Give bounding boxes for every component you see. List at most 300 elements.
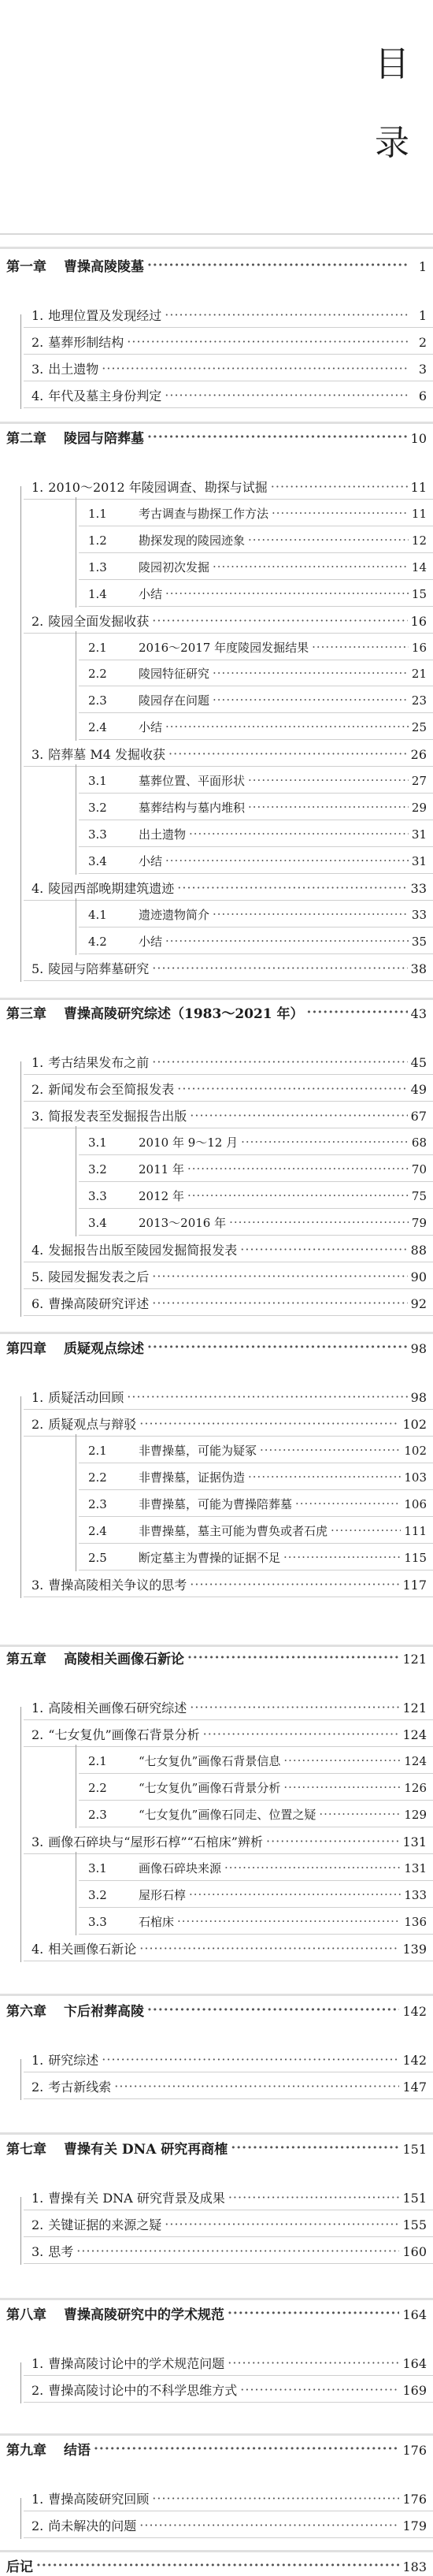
dot-leader [165, 2217, 399, 2229]
toc-subsection-entry[interactable] [0, 1549, 433, 1566]
toc-entry-number: 2. [31, 614, 44, 629]
toc-entry-number: 1.4 [88, 587, 107, 601]
toc-entry-page: 155 [402, 2217, 427, 2232]
toc-section-entry[interactable] [0, 1698, 433, 1716]
toc-subsection-entry[interactable] [0, 933, 433, 950]
toc-entry-label [31, 2381, 237, 2399]
toc-entry-number: 2.3 [88, 1808, 107, 1822]
toc-entry-page: 160 [402, 2244, 427, 2259]
toc-entry-title: 相关画像石新论 [48, 1942, 137, 1957]
toc-chapter-entry[interactable] [0, 427, 433, 447]
toc-entry-label [88, 1753, 280, 1769]
toc-entry-page: 183 [402, 2559, 427, 2574]
toc-entry-page: 164 [402, 2307, 427, 2322]
toc-entry-page: 49 [410, 1082, 427, 1097]
toc-section-entry[interactable] [0, 2381, 433, 2399]
toc-entry-page: 70 [411, 1162, 427, 1176]
toc-subsection-entry[interactable] [0, 665, 433, 682]
dot-leader [152, 1269, 407, 1281]
dot-leader [266, 1834, 399, 1846]
toc-entry-title: 曹操高陵讨论中的不科学思维方式 [48, 2383, 238, 2398]
row-rule [24, 2375, 433, 2376]
toc-entry-label [88, 1806, 316, 1823]
toc-entry-title: 曹操高陵研究中的学术规范 [64, 2307, 224, 2323]
toc-entry-label [31, 1294, 149, 1312]
toc-section-entry[interactable] [0, 2050, 433, 2069]
toc-subsection-entry[interactable] [0, 799, 433, 816]
toc-section-entry[interactable] [0, 1294, 433, 1312]
toc-entry-number: 2. [31, 1082, 44, 1097]
toc-entry-title: 2010 年 9～12 月 [139, 1136, 239, 1150]
toc-entry-title: 陵园特征研究 [139, 667, 210, 681]
dot-leader [228, 2190, 400, 2202]
toc-entry-page: 103 [404, 1470, 427, 1485]
dot-leader [213, 559, 409, 571]
toc-section-entry[interactable] [0, 2354, 433, 2372]
toc-entry-page: 2 [418, 335, 427, 350]
toc-entry-label [31, 2077, 111, 2095]
toc-entry-title: 结语 [64, 2443, 91, 2459]
row-rule [24, 2537, 433, 2538]
dot-leader [213, 666, 409, 678]
toc-entry-label [88, 1913, 174, 1930]
toc-entry-page: 12 [411, 533, 427, 548]
toc-subsection-entry[interactable] [0, 505, 433, 522]
chapter-bracket [20, 2498, 21, 2539]
dot-leader [177, 1081, 407, 1094]
toc-section-entry[interactable] [0, 306, 433, 324]
toc-entry-number: 1. [31, 1055, 44, 1070]
toc-subsection-entry[interactable] [0, 719, 433, 735]
toc-chapter-entry[interactable] [0, 2303, 433, 2323]
toc-entry-number: 3. [31, 747, 44, 762]
toc-section-entry[interactable] [0, 478, 433, 496]
toc-entry-page: 92 [410, 1296, 427, 1311]
dot-leader [165, 586, 409, 598]
toc-entry-label [31, 359, 98, 377]
toc-entry-page: 106 [404, 1497, 427, 1511]
toc-entry-number: 2.2 [88, 1470, 107, 1485]
toc-entry-label [31, 2354, 224, 2372]
toc-entry-label [88, 1496, 292, 1512]
toc-entry-number: 1.1 [88, 507, 107, 521]
toc-subsection-entry[interactable] [0, 532, 433, 548]
toc-entry-number: 3. [31, 2244, 44, 2259]
chapter-separator [0, 1332, 433, 1334]
toc-subsection-entry[interactable] [0, 1214, 433, 1231]
toc-entry-title: 年代及墓主身份判定 [48, 388, 162, 403]
toc-entry-label [88, 639, 309, 656]
toc-entry-title: 2011 年 [139, 1162, 184, 1176]
toc-entry-number: 5. [31, 961, 44, 976]
toc-subsection-entry[interactable] [0, 1522, 433, 1539]
dot-leader [331, 1523, 401, 1535]
toc-section-entry[interactable] [0, 1053, 433, 1071]
toc-entry-number: 2.5 [88, 1551, 107, 1565]
toc-entry-title: 石棺床 [139, 1915, 175, 1929]
toc-chapter-entry[interactable] [0, 1002, 433, 1022]
toc-entry-label [31, 1414, 136, 1433]
row-rule [79, 1570, 433, 1571]
row-rule [24, 633, 433, 634]
chapter-bracket [20, 2197, 21, 2265]
toc-entry-title: 曹操高陵研究评述 [48, 1296, 150, 1311]
toc-subsection-entry[interactable] [0, 1134, 433, 1150]
toc-entry-page: 142 [402, 2004, 427, 2019]
toc-subsection-entry[interactable] [0, 585, 433, 602]
dot-leader [189, 1887, 401, 1899]
toc-entry-title: 关键证据的来源之疑 [48, 2217, 162, 2232]
toc-entry-page: 169 [402, 2383, 427, 2398]
dot-leader [152, 2491, 399, 2504]
row-rule [24, 1746, 433, 1747]
dot-leader [248, 1470, 401, 1481]
toc-entry-number: 3.2 [88, 1888, 107, 1902]
toc-subsection-entry[interactable] [0, 1806, 433, 1823]
dot-leader [139, 1941, 399, 1953]
toc-section-entry[interactable] [0, 611, 433, 630]
toc-subsection-entry[interactable] [0, 1188, 433, 1204]
toc-section-entry[interactable] [0, 879, 433, 897]
chapter-bracket [20, 1707, 21, 1962]
toc-chapter-entry[interactable] [0, 1648, 433, 1667]
toc-section-entry[interactable] [0, 1725, 433, 1743]
row-rule [24, 980, 433, 981]
toc-entry-label [88, 1522, 328, 1539]
toc-entry-number: 3.4 [88, 854, 107, 868]
toc-section-entry[interactable] [0, 386, 433, 404]
toc-entry-label [88, 853, 162, 869]
dot-leader [187, 1188, 409, 1200]
dot-leader [165, 307, 409, 320]
toc-entry-page: 33 [410, 881, 427, 896]
row-rule [79, 1489, 433, 1490]
toc-entry-label [6, 255, 144, 275]
toc-entry-title: 陵园与陪葬墓 [64, 431, 144, 447]
header-divider [0, 233, 433, 235]
toc-entry-title: 陪葬墓 M4 发掘收获 [48, 747, 166, 762]
toc-entry-page: 67 [410, 1109, 427, 1124]
toc-entry-title: 墓葬形制结构 [48, 335, 124, 350]
toc-entry-number: 2. [31, 2518, 44, 2533]
toc-entry-page: 88 [410, 1243, 427, 1258]
toc-entry-label [88, 1860, 221, 1876]
row-rule [79, 1154, 433, 1155]
toc-subsection-entry[interactable] [0, 1860, 433, 1876]
toc-section-entry[interactable] [0, 1575, 433, 1593]
row-rule [79, 712, 433, 713]
toc-entry-title: 质疑观点综述 [64, 1341, 144, 1357]
row-rule [24, 1436, 433, 1437]
toc-entry-page: 31 [411, 827, 427, 842]
toc-chapter-entry[interactable] [0, 1337, 433, 1357]
dot-leader [272, 506, 409, 518]
toc-section-entry[interactable] [0, 745, 433, 763]
toc-section-entry[interactable] [0, 2188, 433, 2206]
toc-subsection-entry[interactable] [0, 853, 433, 869]
dot-leader [139, 1416, 399, 1429]
toc-subsection-entry[interactable] [0, 1442, 433, 1459]
toc-subsection-entry[interactable] [0, 692, 433, 708]
toc-chapter-entry[interactable] [0, 2439, 433, 2459]
row-rule [24, 900, 433, 901]
toc-section-entry[interactable] [0, 2077, 433, 2095]
dot-leader [168, 746, 408, 759]
toc-subsection-entry[interactable] [0, 772, 433, 789]
toc-entry-title: 非曹操墓，证据伪造 [139, 1470, 246, 1485]
toc-section-entry[interactable] [0, 1080, 433, 1098]
toc-entry-title: 卞后祔葬高陵 [64, 2004, 144, 2020]
toc-entry-label [6, 2556, 33, 2575]
toc-entry-number: 3. [31, 1109, 44, 1124]
dot-leader [152, 613, 407, 626]
dot-leader [260, 1443, 401, 1455]
dot-leader [165, 388, 409, 400]
toc-entry-page: 111 [404, 1524, 427, 1538]
toc-entry-label [88, 1188, 184, 1204]
toc-entry-page: 133 [404, 1888, 427, 1902]
toc-section-entry[interactable] [0, 333, 433, 351]
toc-entry-number: 1. [31, 2053, 44, 2068]
toc-entry-label [6, 2303, 224, 2323]
toc-entry-title: 研究综述 [48, 2053, 99, 2068]
toc-entry-number: 2.1 [88, 1444, 107, 1458]
dot-leader [76, 2243, 399, 2256]
toc-entry-page: 29 [411, 801, 427, 815]
toc-entry-number: 4. [31, 1942, 44, 1957]
toc-entry-label [6, 1337, 144, 1357]
toc-entry-label [6, 2000, 144, 2020]
dot-leader [189, 827, 409, 838]
toc-entry-page: 115 [404, 1551, 427, 1565]
dot-leader [177, 1914, 401, 1926]
dot-leader [231, 2140, 399, 2154]
toc-entry-title: 陵园全面发掘收获 [48, 614, 150, 629]
toc-entry-number: 1. [31, 2356, 44, 2371]
toc-section-entry[interactable] [0, 1267, 433, 1285]
toc-entry-title: “七女复仇”画像石背景信息 [139, 1754, 281, 1768]
dot-leader [283, 1753, 401, 1765]
toc-entry-number: 2. [31, 2217, 44, 2232]
toc-entry-title: 2016～2017 年度陵园发掘结果 [139, 641, 309, 655]
toc-section-entry[interactable] [0, 1106, 433, 1124]
toc-entry-label [88, 585, 162, 602]
toc-entry-label [88, 906, 209, 923]
toc-entry-page: 121 [402, 1652, 427, 1667]
toc-entry-title: 出土遗物 [139, 827, 187, 842]
dot-leader [312, 640, 409, 652]
toc-title-char-2: 录 [375, 123, 409, 163]
toc-entry-number: 1. [31, 480, 44, 495]
chapter-separator [0, 247, 433, 249]
toc-subsection-entry[interactable] [0, 906, 433, 923]
toc-section-entry[interactable] [0, 1939, 433, 1957]
row-rule [24, 2263, 433, 2264]
toc-entry-page: 11 [410, 480, 427, 495]
toc-entry-title: 考古结果发布之前 [48, 1055, 150, 1070]
toc-section-entry[interactable] [0, 1832, 433, 1850]
toc-entry-number: 6. [31, 1296, 44, 1311]
toc-chapter-entry[interactable] [0, 2000, 433, 2020]
toc-entry-number: 4. [31, 1243, 44, 1258]
toc-entry-number: 第三章 [6, 1006, 46, 1022]
dot-leader [295, 1496, 401, 1508]
toc-entry-title: 陵园与陪葬墓研究 [48, 961, 150, 976]
toc-entry-title: 勘探发现的陵园迹象 [139, 533, 246, 548]
toc-entry-title: 墓葬结构与墓内堆积 [139, 801, 246, 815]
toc-entry-title: 曹操有关 DNA 研究再商榷 [64, 2142, 228, 2158]
toc-entry-label [31, 386, 161, 404]
toc-section-entry[interactable] [0, 359, 433, 377]
toc-subsection-entry[interactable] [0, 1913, 433, 1930]
toc-subsection-entry[interactable] [0, 559, 433, 575]
toc-entry-label [31, 611, 149, 630]
toc-entry-label [31, 2516, 136, 2534]
toc-section-entry[interactable] [0, 1240, 433, 1258]
row-rule [24, 1853, 433, 1854]
toc-entry-number: 1. [31, 1701, 44, 1715]
dot-leader [147, 2002, 399, 2016]
toc-entry-label [88, 1214, 226, 1231]
toc-section-entry[interactable] [0, 2242, 433, 2260]
toc-entry-number: 3.1 [88, 1136, 107, 1150]
row-rule [79, 793, 433, 794]
toc-chapter-entry[interactable] [0, 2138, 433, 2158]
toc-entry-page: 176 [402, 2443, 427, 2458]
toc-entry-page: 131 [402, 1834, 427, 1849]
chapter-bracket [20, 2362, 21, 2403]
dot-leader [147, 429, 408, 443]
toc-entry-page: 25 [411, 720, 427, 734]
toc-subsection-entry[interactable] [0, 1496, 433, 1512]
row-rule [79, 1934, 433, 1935]
toc-entry-number: 3. [31, 1578, 44, 1593]
toc-entry-page: 3 [418, 362, 427, 377]
toc-entry-title: 非曹操墓，可能为曹操陪葬墓 [139, 1497, 293, 1511]
toc-entry-page: 26 [410, 747, 427, 762]
toc-entry-page: 45 [410, 1055, 427, 1070]
toc-entry-number: 3.4 [88, 1216, 107, 1230]
toc-subsection-entry[interactable] [0, 826, 433, 842]
toc-subsection-entry[interactable] [0, 1779, 433, 1796]
toc-entry-label [6, 2439, 91, 2459]
toc-entry-label [88, 1469, 245, 1485]
toc-entry-number: 4.1 [88, 908, 107, 922]
toc-entry-label [31, 478, 268, 496]
dot-leader [165, 719, 409, 731]
toc-entry-number: 2. [31, 1417, 44, 1432]
toc-entry-number: 4.2 [88, 935, 107, 949]
toc-entry-number: 3.3 [88, 1915, 107, 1929]
row-rule [79, 1181, 433, 1182]
toc-entry-page: 142 [402, 2053, 427, 2068]
toc-entry-title: 小结 [139, 587, 163, 601]
toc-entry-title: 思考 [48, 2244, 74, 2259]
dot-leader [94, 2441, 399, 2455]
dot-leader [139, 2518, 399, 2530]
toc-section-entry[interactable] [0, 2489, 433, 2507]
row-rule [24, 1315, 433, 1316]
toc-entry-page: 43 [410, 1006, 427, 1021]
toc-entry-number: 5. [31, 1269, 44, 1284]
toc-section-entry[interactable] [0, 1414, 433, 1433]
toc-entry-title: 陵园存在问题 [139, 693, 210, 708]
toc-entry-title: 后记 [6, 2559, 33, 2575]
toc-chapter-entry[interactable] [0, 255, 433, 275]
row-rule [79, 1880, 433, 1881]
toc-entry-title: 地理位置及发现经过 [48, 308, 162, 323]
toc-entry-title: 2013～2016 年 [139, 1216, 227, 1230]
row-rule [24, 766, 433, 767]
row-rule [24, 2236, 433, 2237]
dot-leader [240, 2382, 399, 2395]
row-rule [79, 1208, 433, 1209]
toc-subsection-entry[interactable] [0, 1753, 433, 1769]
row-rule [79, 846, 433, 847]
dot-leader [241, 1135, 409, 1147]
toc-entry-number: 4. [31, 881, 44, 896]
toc-chapter-entry[interactable] [0, 2556, 433, 2575]
toc-subsection-entry[interactable] [0, 639, 433, 656]
toc-entry-page: 31 [411, 854, 427, 868]
chapter-bracket [20, 1061, 21, 1317]
toc-entry-page: 126 [404, 1781, 427, 1795]
toc-entry-number: 2.4 [88, 1524, 107, 1538]
toc-entry-number: 2.2 [88, 667, 107, 681]
toc-subsection-entry[interactable] [0, 1161, 433, 1177]
toc-entry-label [31, 2188, 225, 2206]
dot-leader [187, 1650, 399, 1663]
dot-leader [319, 1807, 401, 1819]
toc-entry-label [88, 1779, 280, 1796]
toc-entry-number: 2.3 [88, 693, 107, 708]
toc-entry-page: 102 [404, 1444, 427, 1458]
row-rule [24, 1409, 433, 1410]
toc-section-entry[interactable] [0, 2516, 433, 2534]
toc-entry-label [88, 772, 245, 789]
toc-entry-page: 27 [411, 774, 427, 788]
toc-entry-label [31, 1698, 187, 1716]
toc-section-entry[interactable] [0, 959, 433, 977]
toc-section-entry[interactable] [0, 1388, 433, 1406]
dot-leader [102, 2052, 399, 2065]
row-rule [24, 2098, 433, 2099]
dot-leader [147, 1340, 408, 1353]
row-rule [24, 327, 433, 328]
toc-subsection-entry[interactable] [0, 1886, 433, 1903]
toc-entry-label [31, 1832, 263, 1850]
toc-entry-number: 3.1 [88, 1861, 107, 1875]
chapter-separator [0, 2132, 433, 2135]
toc-entry-title: 高陵相关画像石新论 [64, 1652, 184, 1667]
toc-entry-number: 3.2 [88, 1162, 107, 1176]
dot-leader [190, 1108, 407, 1121]
toc-entry-page: 1 [418, 259, 427, 274]
toc-subsection-entry[interactable] [0, 1469, 433, 1485]
dot-leader [127, 334, 409, 347]
chapter-bracket [20, 314, 21, 409]
toc-entry-title: 陵园发掘发表之后 [48, 1269, 150, 1284]
toc-section-entry[interactable] [0, 2215, 433, 2233]
dot-leader [240, 1242, 407, 1255]
toc-entry-number: 3. [31, 362, 44, 377]
dot-leader [248, 533, 409, 545]
dot-leader [165, 853, 409, 865]
row-rule [24, 1288, 433, 1289]
dot-leader [177, 880, 407, 893]
toc-entry-title: 出土遗物 [48, 362, 99, 377]
toc-entry-page: 98 [410, 1341, 427, 1356]
